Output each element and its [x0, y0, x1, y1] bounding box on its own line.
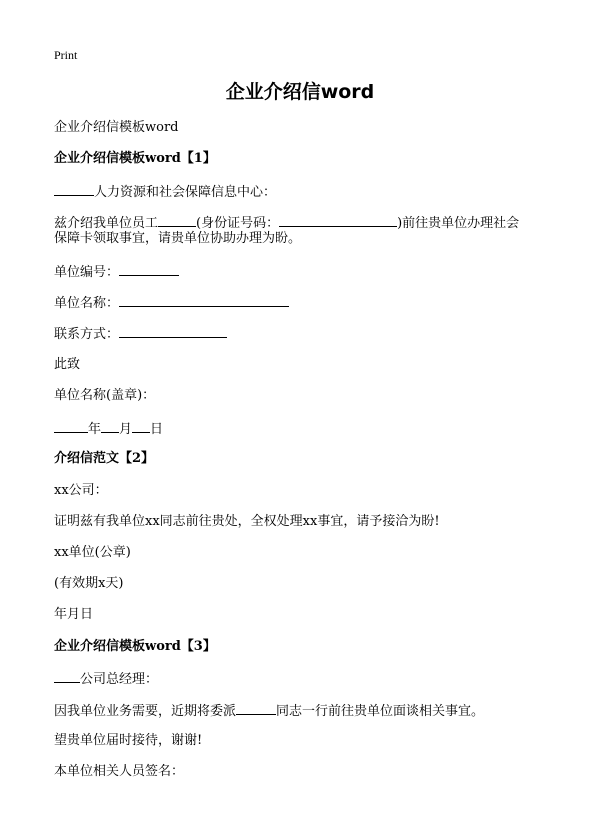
section1-recipient-line: [54, 183, 276, 201]
section3-body-part1: 因我单位业务需要，近期将委派: [54, 704, 237, 719]
blank-field: [132, 420, 150, 433]
section3-request: 望贵单位届时接待，谢谢!: [54, 733, 203, 748]
date-month: 月: [119, 422, 133, 437]
blank-field: [54, 670, 80, 683]
section3-recipient-line: [54, 670, 158, 688]
section1-body-part2: (身份证号码：: [196, 216, 280, 231]
section3-body-part2: 同志一行前往贵单位面谈相关事宜。: [276, 704, 485, 719]
blank-field: [119, 294, 289, 307]
section2-validity: (有效期x天): [54, 576, 124, 591]
blank-field: [236, 702, 276, 715]
blank-field: [101, 420, 119, 433]
section1-seal-label: 单位名称(盖章)：: [54, 388, 156, 403]
section2-seal: xx单位(公章): [54, 545, 131, 560]
date-day: 日: [150, 422, 164, 437]
subtitle: 企业介绍信模板word: [54, 120, 179, 135]
section1-closing: 此致: [54, 357, 81, 372]
blank-field: [279, 214, 397, 227]
unit-number-label: 单位编号：: [54, 265, 120, 280]
print-label: Print: [54, 48, 78, 62]
section1-body-part1: 兹介绍我单位员工: [54, 216, 159, 231]
section3-signature-label: 本单位相关人员签名：: [54, 764, 185, 779]
date-year: 年: [88, 422, 102, 437]
blank-field: [119, 325, 227, 338]
contact-label: 联系方式：: [54, 327, 120, 342]
section2-body: 证明兹有我单位xx同志前往贵处，全权处理xx事宜，请予接洽为盼!: [54, 514, 440, 529]
contact-line: [54, 325, 227, 343]
section3-body-line: [54, 702, 484, 720]
section3-heading: 企业介绍信模板word【3】: [54, 639, 216, 654]
section1-body-line2: 保障卡领取事宜，请贵单位协助办理为盼。: [54, 231, 302, 246]
section3-recipient: 公司总经理：: [80, 672, 159, 687]
section1-date-line: [54, 420, 163, 438]
section2-heading: 介绍信范文【2】: [54, 451, 155, 466]
section2-date: 年月日: [54, 607, 94, 622]
blank-field: [119, 263, 179, 276]
unit-name-line: [54, 294, 289, 312]
section2-recipient: xx公司：: [54, 483, 108, 498]
section1-body-part3: )前往贵单位办理社会: [397, 216, 520, 231]
section1-body-line1: [54, 214, 519, 232]
section1-recipient: 人力资源和社会保障信息中心：: [94, 185, 277, 200]
blank-field: [158, 214, 196, 227]
blank-field: [54, 420, 88, 433]
document-title: 企业介绍信word: [225, 81, 375, 103]
blank-field: [54, 183, 94, 196]
section1-heading: 企业介绍信模板word【1】: [54, 151, 216, 166]
unit-name-label: 单位名称：: [54, 296, 120, 311]
unit-number-line: [54, 263, 179, 281]
